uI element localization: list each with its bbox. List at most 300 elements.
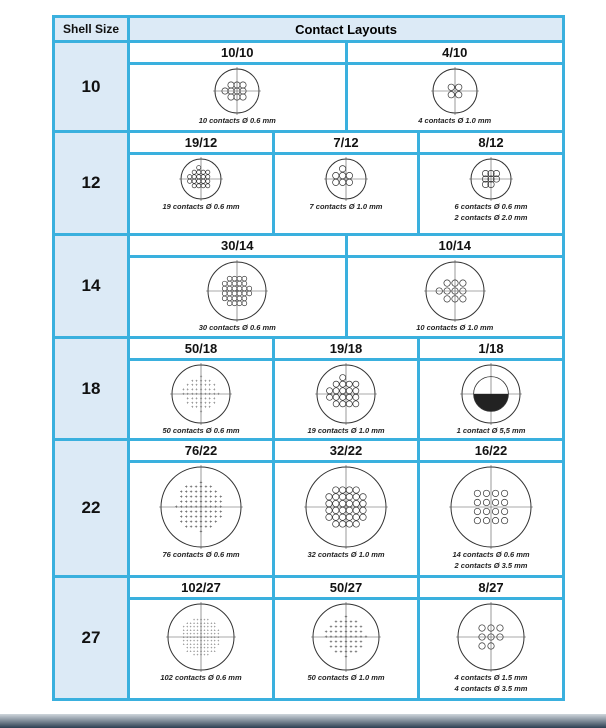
layout-cells	[130, 236, 562, 336]
svg-text:+: +	[184, 514, 188, 521]
svg-text:+: +	[186, 395, 190, 401]
svg-text:+: +	[219, 499, 223, 506]
svg-text:+: +	[209, 484, 213, 491]
svg-text:+: +	[204, 489, 208, 496]
svg-text:+: +	[199, 628, 203, 633]
svg-text:+: +	[204, 400, 207, 406]
svg-text:+: +	[179, 494, 183, 501]
svg-text:+: +	[199, 382, 203, 388]
contact-layout-diagram	[304, 465, 388, 549]
layout-body	[275, 600, 417, 698]
layout-body	[130, 463, 272, 575]
svg-text:+: +	[184, 524, 188, 531]
contact-layout-diagram	[166, 602, 236, 672]
svg-text:+: +	[203, 652, 206, 657]
svg-text:+: +	[217, 635, 220, 640]
svg-text:+: +	[209, 489, 213, 496]
svg-text:+: +	[182, 625, 185, 630]
svg-text:+: +	[184, 504, 188, 511]
svg-text:+: +	[199, 387, 203, 393]
contact-caption: 4 contacts Ø 3.5 mm	[454, 684, 528, 693]
svg-text:+: +	[204, 484, 208, 491]
svg-text:+: +	[189, 625, 192, 630]
svg-text:+: +	[195, 387, 198, 393]
svg-text:+: +	[199, 649, 203, 654]
svg-text:+: +	[203, 625, 206, 630]
svg-text:+: +	[208, 391, 212, 397]
svg-text:+: +	[344, 649, 348, 656]
svg-text:+: +	[190, 391, 194, 397]
svg-text:+: +	[196, 645, 199, 650]
svg-text:+: +	[204, 382, 207, 388]
contact-layout-diagram	[324, 157, 368, 201]
svg-text:+: +	[208, 395, 212, 401]
svg-text:+: +	[179, 519, 183, 526]
svg-text:+: +	[212, 382, 216, 388]
layout-body	[130, 155, 272, 233]
svg-text:+: +	[209, 509, 213, 516]
svg-text:+: +	[194, 494, 198, 501]
svg-text:+: +	[193, 642, 196, 647]
svg-text:+: +	[199, 625, 203, 630]
svg-text:+: +	[179, 504, 183, 511]
svg-text:+: +	[219, 509, 223, 516]
svg-text:+: +	[189, 494, 193, 501]
svg-text:+: +	[196, 635, 199, 640]
svg-text:+: +	[219, 514, 223, 521]
svg-text:+: +	[334, 649, 338, 656]
svg-text:+: +	[182, 642, 185, 647]
contact-layout-diagram	[179, 157, 223, 201]
svg-text:+: +	[189, 645, 192, 650]
svg-text:+: +	[334, 634, 338, 641]
svg-text:+: +	[213, 645, 216, 650]
svg-text:+: +	[219, 504, 223, 511]
layout-cell	[417, 339, 562, 438]
svg-text:+: +	[206, 628, 209, 633]
contact-caption: 19 contacts Ø 0.6 mm	[162, 202, 240, 211]
layout-body	[275, 361, 417, 438]
shell-size: 10	[55, 43, 130, 130]
bottom-bar	[0, 714, 606, 728]
svg-text:+: +	[179, 514, 183, 521]
svg-text:+: +	[206, 621, 209, 626]
svg-text:+: +	[214, 514, 218, 521]
svg-text:+: +	[196, 649, 199, 654]
svg-text:+: +	[334, 629, 338, 636]
shell-size: 22	[55, 441, 130, 575]
svg-text:+: +	[339, 644, 343, 651]
contact-layout-diagram	[159, 465, 243, 549]
svg-text:+: +	[214, 494, 218, 501]
layout-body	[420, 155, 562, 233]
svg-text:+: +	[209, 504, 213, 511]
svg-text:+: +	[210, 621, 213, 626]
svg-text:+: +	[344, 629, 348, 636]
svg-text:+: +	[189, 509, 193, 516]
svg-text:+: +	[354, 639, 358, 646]
svg-text:+: +	[210, 625, 213, 630]
svg-text:+: +	[186, 628, 189, 633]
layout-cell	[130, 339, 272, 438]
svg-text:+: +	[204, 509, 208, 516]
contact-caption: 19 contacts Ø 1.0 mm	[307, 426, 385, 435]
svg-text:+: +	[189, 628, 192, 633]
svg-text:+: +	[196, 632, 199, 637]
svg-text:+: +	[193, 625, 196, 630]
shell-row-14	[55, 233, 562, 336]
svg-text:+: +	[195, 400, 198, 406]
svg-text:+: +	[195, 382, 198, 388]
layout-body	[420, 361, 562, 438]
svg-text:+: +	[213, 642, 216, 647]
contact-caption: 50 contacts Ø 0.6 mm	[162, 426, 240, 435]
svg-text:+: +	[354, 649, 358, 656]
svg-text:+: +	[349, 634, 353, 641]
layout-code: 50/27	[275, 578, 417, 600]
contact-caption: 4 contacts Ø 1.0 mm	[418, 116, 492, 125]
svg-text:+: +	[182, 632, 185, 637]
svg-text:+: +	[217, 391, 220, 397]
svg-text:+: +	[186, 635, 189, 640]
svg-text:+: +	[193, 649, 196, 654]
svg-text:+: +	[214, 499, 218, 506]
svg-text:+: +	[204, 387, 207, 393]
svg-text:+: +	[344, 614, 348, 621]
svg-text:+: +	[208, 404, 212, 410]
svg-text:+: +	[210, 635, 213, 640]
svg-text:+: +	[184, 499, 188, 506]
svg-text:+: +	[195, 395, 198, 401]
layout-cell	[345, 43, 563, 130]
contact-caption: 10 contacts Ø 1.0 mm	[416, 323, 494, 332]
svg-text:+: +	[329, 639, 333, 646]
svg-text:+: +	[204, 499, 208, 506]
svg-text:+: +	[203, 645, 206, 650]
svg-text:+: +	[324, 629, 328, 636]
svg-text:+: +	[189, 638, 192, 643]
shell-row-22	[55, 438, 562, 575]
layout-code: 8/27	[420, 578, 562, 600]
shell-row-18	[55, 336, 562, 438]
svg-text:+: +	[196, 625, 199, 630]
svg-text:+: +	[199, 621, 203, 626]
contact-caption: 30 contacts Ø 0.6 mm	[198, 323, 276, 332]
layout-body	[420, 463, 562, 575]
svg-text:+: +	[184, 489, 188, 496]
svg-text:+: +	[186, 387, 190, 393]
svg-text:+: +	[189, 649, 192, 654]
svg-text:+: +	[195, 378, 198, 384]
svg-text:+: +	[199, 652, 203, 657]
layout-code: 102/27	[130, 578, 272, 600]
svg-text:+: +	[189, 642, 192, 647]
svg-text:+: +	[190, 382, 194, 388]
table-header	[55, 18, 562, 40]
svg-text:+: +	[359, 639, 363, 646]
svg-text:+: +	[213, 628, 216, 633]
svg-text:+: +	[199, 504, 203, 511]
svg-text:+: +	[214, 509, 218, 516]
svg-text:+: +	[186, 625, 189, 630]
layout-cell	[130, 578, 272, 698]
svg-text:+: +	[212, 395, 216, 401]
svg-text:+: +	[359, 634, 363, 641]
svg-text:+: +	[204, 378, 207, 384]
svg-text:+: +	[210, 632, 213, 637]
svg-text:+: +	[186, 649, 189, 654]
layout-cell	[417, 133, 562, 233]
layout-code: 19/18	[275, 339, 417, 361]
svg-text:+: +	[208, 378, 212, 384]
svg-text:+: +	[217, 638, 220, 643]
svg-text:+: +	[190, 404, 194, 410]
svg-text:+: +	[354, 619, 358, 626]
layout-cell	[272, 133, 417, 233]
layout-code: 76/22	[130, 441, 272, 463]
layout-cell	[130, 43, 345, 130]
svg-text:+: +	[199, 642, 203, 647]
svg-text:+: +	[193, 628, 196, 633]
layout-cells	[130, 339, 562, 438]
svg-text:+: +	[334, 619, 338, 626]
svg-text:+: +	[206, 618, 209, 623]
svg-text:+: +	[203, 632, 206, 637]
svg-text:+: +	[199, 479, 203, 486]
svg-text:+: +	[210, 649, 213, 654]
svg-text:+: +	[217, 642, 220, 647]
svg-text:+: +	[194, 509, 198, 516]
svg-text:+: +	[179, 509, 183, 516]
svg-text:+: +	[359, 629, 363, 636]
svg-text:+: +	[196, 642, 199, 647]
svg-text:+: +	[195, 391, 198, 397]
svg-text:+: +	[199, 514, 203, 521]
svg-text:+: +	[359, 624, 363, 631]
svg-text:+: +	[199, 524, 203, 531]
svg-text:+: +	[189, 621, 192, 626]
svg-text:+: +	[199, 529, 203, 536]
contact-caption: 102 contacts Ø 0.6 mm	[160, 673, 242, 682]
svg-text:+: +	[189, 499, 193, 506]
svg-text:+: +	[199, 632, 203, 637]
svg-text:+: +	[196, 621, 199, 626]
svg-text:+: +	[209, 494, 213, 501]
svg-text:+: +	[199, 395, 203, 401]
svg-text:+: +	[193, 632, 196, 637]
svg-text:+: +	[199, 378, 203, 384]
svg-text:+: +	[344, 639, 348, 646]
svg-text:+: +	[194, 519, 198, 526]
svg-text:+: +	[199, 484, 203, 491]
svg-text:+: +	[196, 618, 199, 623]
layout-code: 7/12	[275, 133, 417, 155]
layout-code: 10/14	[348, 236, 563, 258]
layout-code: 16/22	[420, 441, 562, 463]
svg-text:+: +	[219, 494, 223, 501]
svg-text:+: +	[186, 382, 190, 388]
svg-text:+: +	[354, 644, 358, 651]
layout-body	[130, 258, 345, 336]
svg-text:+: +	[179, 489, 183, 496]
layout-code: 1/18	[420, 339, 562, 361]
layout-code: 8/12	[420, 133, 562, 155]
svg-text:+: +	[203, 635, 206, 640]
svg-text:+: +	[189, 632, 192, 637]
svg-text:+: +	[329, 644, 333, 651]
svg-text:+: +	[189, 524, 193, 531]
svg-text:+: +	[209, 519, 213, 526]
layout-cell	[345, 236, 563, 336]
layout-body	[348, 65, 563, 130]
svg-text:+: +	[184, 484, 188, 491]
shell-row-27	[55, 575, 562, 698]
svg-text:+: +	[199, 404, 203, 410]
svg-text:+: +	[329, 634, 333, 641]
layout-body	[130, 361, 272, 438]
svg-text:+: +	[349, 639, 353, 646]
layout-cells	[130, 43, 562, 130]
svg-text:+: +	[179, 499, 183, 506]
svg-text:+: +	[212, 387, 216, 393]
layout-cells	[130, 133, 562, 233]
svg-text:+: +	[193, 635, 196, 640]
contact-layout-diagram	[315, 363, 377, 425]
svg-text:+: +	[339, 619, 343, 626]
svg-text:+: +	[182, 391, 185, 397]
contact-caption: 6 contacts Ø 0.6 mm	[454, 202, 528, 211]
svg-text:+: +	[206, 625, 209, 630]
svg-text:+: +	[212, 400, 216, 406]
svg-text:+: +	[208, 382, 212, 388]
layout-cells	[130, 441, 562, 575]
svg-text:+: +	[193, 645, 196, 650]
svg-text:+: +	[199, 373, 203, 379]
contact-caption: 7 contacts Ø 1.0 mm	[309, 202, 383, 211]
svg-text:+: +	[203, 642, 206, 647]
svg-text:+: +	[199, 509, 203, 516]
contact-layout-diagram	[213, 67, 261, 115]
svg-text:+: +	[204, 524, 208, 531]
layout-cell	[417, 578, 562, 698]
contact-caption: 76 contacts Ø 0.6 mm	[162, 550, 240, 559]
contact-layouts-table	[52, 15, 565, 701]
svg-text:+: +	[213, 635, 216, 640]
svg-text:+: +	[213, 649, 216, 654]
svg-text:+: +	[203, 621, 206, 626]
svg-text:+: +	[334, 644, 338, 651]
svg-text:+: +	[189, 519, 193, 526]
svg-text:+: +	[182, 628, 185, 633]
svg-text:+: +	[339, 649, 343, 656]
svg-text:+: +	[186, 645, 189, 650]
contact-caption: 4 contacts Ø 1.5 mm	[454, 673, 528, 682]
contact-caption: 50 contacts Ø 1.0 mm	[307, 673, 385, 682]
contact-layout-diagram	[206, 260, 268, 322]
svg-text:+: +	[339, 634, 343, 641]
svg-text:+: +	[209, 499, 213, 506]
svg-text:+: +	[194, 504, 198, 511]
svg-text:+: +	[339, 629, 343, 636]
svg-text:+: +	[204, 404, 207, 410]
contact-caption: 32 contacts Ø 1.0 mm	[307, 550, 385, 559]
svg-text:+: +	[206, 632, 209, 637]
layout-body	[348, 258, 563, 336]
shell-size: 14	[55, 236, 130, 336]
layout-code: 4/10	[348, 43, 563, 65]
svg-text:+: +	[339, 639, 343, 646]
svg-text:+: +	[204, 494, 208, 501]
svg-text:+: +	[199, 638, 203, 643]
shell-size: 18	[55, 339, 130, 438]
svg-text:+: +	[174, 504, 178, 511]
svg-text:+: +	[196, 652, 199, 657]
contact-layout-diagram	[449, 465, 533, 549]
svg-text:+: +	[184, 509, 188, 516]
svg-text:+: +	[210, 638, 213, 643]
svg-text:+: +	[204, 514, 208, 521]
svg-text:+: +	[193, 652, 196, 657]
svg-text:+: +	[199, 618, 203, 623]
svg-text:+: +	[334, 639, 338, 646]
svg-text:+: +	[324, 634, 328, 641]
svg-text:+: +	[184, 519, 188, 526]
svg-text:+: +	[199, 645, 203, 650]
contact-layout-diagram	[170, 363, 232, 425]
svg-text:+: +	[182, 635, 185, 640]
svg-text:+: +	[189, 504, 193, 511]
layout-code: 50/18	[130, 339, 272, 361]
svg-text:+: +	[204, 395, 207, 401]
svg-text:+: +	[184, 494, 188, 501]
layout-code: 30/14	[130, 236, 345, 258]
svg-text:+: +	[213, 625, 216, 630]
contact-caption: 10 contacts Ø 0.6 mm	[198, 116, 276, 125]
svg-text:+: +	[354, 624, 358, 631]
svg-text:+: +	[194, 499, 198, 506]
svg-text:+: +	[213, 638, 216, 643]
contact-layouts-header: Contact Layouts	[295, 21, 397, 37]
svg-text:+: +	[182, 638, 185, 643]
svg-text:+: +	[194, 514, 198, 521]
svg-text:+: +	[203, 618, 206, 623]
svg-text:+: +	[186, 638, 189, 643]
svg-text:+: +	[204, 391, 207, 397]
svg-text:+: +	[193, 621, 196, 626]
contact-layout-diagram	[431, 67, 479, 115]
svg-text:+: +	[206, 652, 209, 657]
svg-text:+: +	[199, 635, 203, 640]
layout-cell	[130, 133, 272, 233]
svg-text:+: +	[210, 628, 213, 633]
svg-text:+: +	[349, 624, 353, 631]
svg-text:+: +	[344, 644, 348, 651]
svg-text:+: +	[339, 624, 343, 631]
svg-text:+: +	[206, 638, 209, 643]
layout-body	[420, 600, 562, 698]
svg-text:+: +	[206, 649, 209, 654]
svg-text:+: +	[359, 644, 363, 651]
svg-text:+: +	[214, 519, 218, 526]
layout-code: 19/12	[130, 133, 272, 155]
svg-text:+: +	[354, 634, 358, 641]
svg-text:+: +	[199, 409, 203, 415]
svg-text:+: +	[208, 400, 212, 406]
svg-text:+: +	[213, 621, 216, 626]
shell-size: 12	[55, 133, 130, 233]
layout-body	[130, 600, 272, 698]
svg-text:+: +	[217, 632, 220, 637]
